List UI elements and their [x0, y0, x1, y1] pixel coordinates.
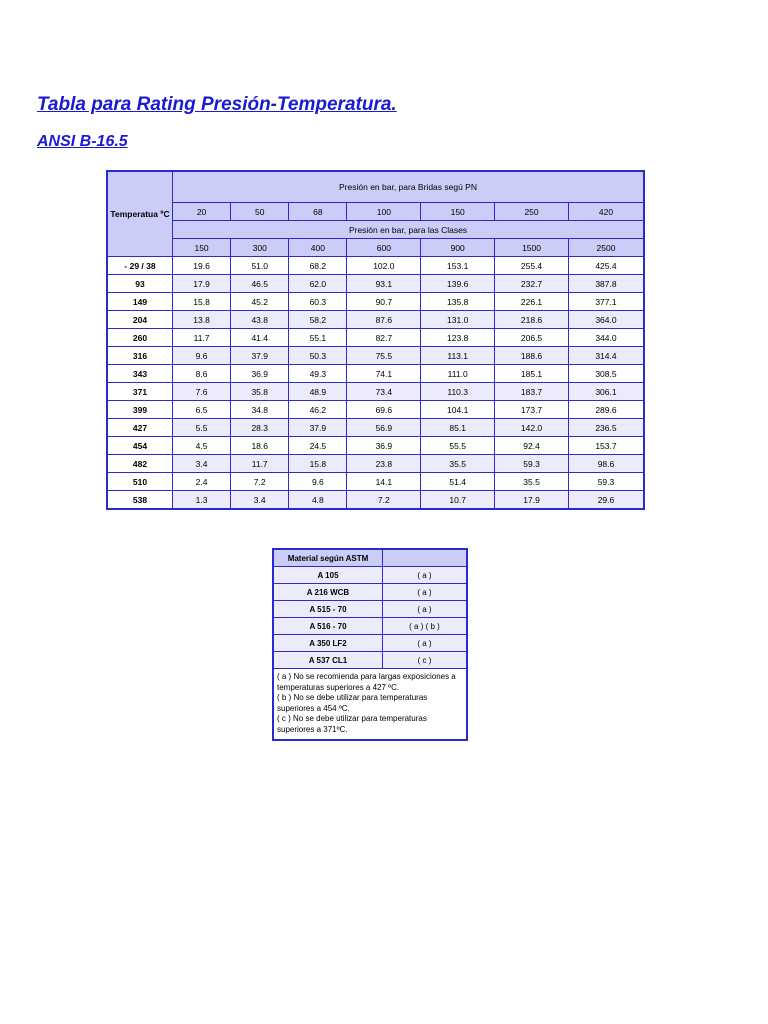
material-row	[273, 601, 467, 618]
pressure-cell: 17.9	[495, 491, 569, 510]
pressure-cell: 3.4	[231, 491, 289, 510]
temperature-cell: 316	[107, 347, 173, 365]
class-value: 2500	[568, 239, 644, 257]
pressure-temperature-table	[106, 170, 645, 510]
temperature-cell: 343	[107, 365, 173, 383]
class-value: 900	[421, 239, 495, 257]
pressure-cell: 1.3	[173, 491, 231, 510]
material-name: A 350 LF2	[273, 635, 383, 652]
table-row	[107, 419, 644, 437]
temperature-cell: 371	[107, 383, 173, 401]
pn-value: 68	[289, 203, 347, 221]
pressure-cell: 173.7	[495, 401, 569, 419]
pn-header: Presión en bar, para Bridas segú PN	[173, 171, 645, 203]
pressure-cell: 308.5	[568, 365, 644, 383]
pressure-cell: 49.3	[289, 365, 347, 383]
table-row	[107, 491, 644, 510]
table-row	[107, 401, 644, 419]
pressure-cell: 206.5	[495, 329, 569, 347]
material-note-ref: ( c )	[383, 652, 468, 669]
table-row	[107, 473, 644, 491]
material-note-header	[383, 549, 468, 567]
pressure-cell: 7.2	[347, 491, 421, 510]
pressure-cell: 139.6	[421, 275, 495, 293]
pressure-cell: 17.9	[173, 275, 231, 293]
pressure-cell: 344.0	[568, 329, 644, 347]
pressure-cell: 4.8	[289, 491, 347, 510]
table-row	[107, 329, 644, 347]
pn-value: 250	[495, 203, 569, 221]
table-row	[107, 293, 644, 311]
pressure-cell: 45.2	[231, 293, 289, 311]
pressure-cell: 68.2	[289, 257, 347, 275]
pressure-cell: 289.6	[568, 401, 644, 419]
temperature-cell: 204	[107, 311, 173, 329]
material-row	[273, 635, 467, 652]
pressure-cell: 7.2	[231, 473, 289, 491]
pressure-cell: 59.3	[495, 455, 569, 473]
pressure-cell: 306.1	[568, 383, 644, 401]
pressure-cell: 51.4	[421, 473, 495, 491]
pressure-cell: 60.3	[289, 293, 347, 311]
temperature-cell: 260	[107, 329, 173, 347]
pressure-cell: 37.9	[231, 347, 289, 365]
class-header: Presión en bar, para las Clases	[173, 221, 645, 239]
temperature-cell: 93	[107, 275, 173, 293]
material-row	[273, 584, 467, 601]
pressure-cell: 153.1	[421, 257, 495, 275]
class-value: 150	[173, 239, 231, 257]
pressure-cell: 425.4	[568, 257, 644, 275]
pressure-cell: 48.9	[289, 383, 347, 401]
pressure-cell: 73.4	[347, 383, 421, 401]
pressure-cell: 11.7	[173, 329, 231, 347]
note-text: ( b ) No se debe utilizar para temperaturas superiores a 454 ºC.	[277, 693, 428, 713]
pressure-cell: 28.3	[231, 419, 289, 437]
pressure-cell: 69.6	[347, 401, 421, 419]
material-table	[272, 548, 468, 741]
pressure-cell: 55.5	[421, 437, 495, 455]
pressure-cell: 93.1	[347, 275, 421, 293]
material-name: A 105	[273, 567, 383, 584]
pressure-cell: 11.7	[231, 455, 289, 473]
material-row	[273, 618, 467, 635]
pressure-cell: 142.0	[495, 419, 569, 437]
material-name: A 516 - 70	[273, 618, 383, 635]
table-row	[107, 257, 644, 275]
pressure-cell: 46.5	[231, 275, 289, 293]
page-subtitle: ANSI B-16.5	[37, 133, 128, 150]
pressure-cell: 85.1	[421, 419, 495, 437]
material-name: A 537 CL1	[273, 652, 383, 669]
pressure-cell: 10.7	[421, 491, 495, 510]
material-header: Material según ASTM	[273, 549, 383, 567]
pressure-cell: 3.4	[173, 455, 231, 473]
pressure-cell: 46.2	[289, 401, 347, 419]
pressure-cell: 364.0	[568, 311, 644, 329]
pressure-cell: 113.1	[421, 347, 495, 365]
pressure-cell: 14.1	[347, 473, 421, 491]
pressure-cell: 19.6	[173, 257, 231, 275]
pressure-cell: 92.4	[495, 437, 569, 455]
material-name: A 515 - 70	[273, 601, 383, 618]
pressure-cell: 188.6	[495, 347, 569, 365]
table-row	[107, 383, 644, 401]
page-title: Tabla para Rating Presión-Temperatura.	[37, 94, 397, 115]
pressure-cell: 226.1	[495, 293, 569, 311]
table-row	[107, 455, 644, 473]
pressure-cell: 4.5	[173, 437, 231, 455]
pressure-cell: 123.8	[421, 329, 495, 347]
material-notes	[273, 669, 467, 741]
temperature-cell: 482	[107, 455, 173, 473]
pressure-cell: 37.9	[289, 419, 347, 437]
pressure-cell: 90.7	[347, 293, 421, 311]
pressure-cell: 24.5	[289, 437, 347, 455]
pressure-cell: 18.6	[231, 437, 289, 455]
pressure-cell: 236.5	[568, 419, 644, 437]
temperature-cell: - 29 / 38	[107, 257, 173, 275]
pressure-cell: 62.0	[289, 275, 347, 293]
pressure-cell: 7.6	[173, 383, 231, 401]
class-value: 300	[231, 239, 289, 257]
material-row	[273, 567, 467, 584]
material-row	[273, 652, 467, 669]
pressure-cell: 58.2	[289, 311, 347, 329]
pressure-cell: 34.8	[231, 401, 289, 419]
pressure-cell: 6.5	[173, 401, 231, 419]
pressure-cell: 87.6	[347, 311, 421, 329]
pressure-cell: 183.7	[495, 383, 569, 401]
pressure-cell: 218.6	[495, 311, 569, 329]
table-row	[107, 365, 644, 383]
pressure-cell: 13.8	[173, 311, 231, 329]
material-note-ref: ( a )	[383, 567, 468, 584]
table-row	[107, 347, 644, 365]
pressure-cell: 74.1	[347, 365, 421, 383]
pressure-cell: 2.4	[173, 473, 231, 491]
temperature-cell: 454	[107, 437, 173, 455]
pressure-cell: 232.7	[495, 275, 569, 293]
pn-value: 50	[231, 203, 289, 221]
pressure-cell: 36.9	[231, 365, 289, 383]
pressure-cell: 36.9	[347, 437, 421, 455]
pn-value: 420	[568, 203, 644, 221]
pn-value: 20	[173, 203, 231, 221]
pressure-cell: 15.8	[289, 455, 347, 473]
pressure-cell: 35.5	[421, 455, 495, 473]
temperature-cell: 538	[107, 491, 173, 510]
table-row	[107, 437, 644, 455]
class-value: 600	[347, 239, 421, 257]
table-row	[107, 311, 644, 329]
pressure-cell: 15.8	[173, 293, 231, 311]
note-text: ( a ) No se recomienda para largas exposiciones a temperaturas superiores a 427 ºC.	[277, 672, 456, 692]
class-value: 400	[289, 239, 347, 257]
pressure-cell: 55.1	[289, 329, 347, 347]
pressure-cell: 59.3	[568, 473, 644, 491]
pressure-cell: 111.0	[421, 365, 495, 383]
material-note-ref: ( a )	[383, 601, 468, 618]
table-row	[107, 275, 644, 293]
pressure-cell: 9.6	[289, 473, 347, 491]
pressure-cell: 377.1	[568, 293, 644, 311]
pn-value: 100	[347, 203, 421, 221]
pressure-cell: 50.3	[289, 347, 347, 365]
pressure-cell: 110.3	[421, 383, 495, 401]
pressure-cell: 82.7	[347, 329, 421, 347]
pressure-cell: 102.0	[347, 257, 421, 275]
material-note-ref: ( a )	[383, 584, 468, 601]
pressure-cell: 131.0	[421, 311, 495, 329]
pressure-cell: 29.6	[568, 491, 644, 510]
pressure-cell: 5.5	[173, 419, 231, 437]
pressure-cell: 387.8	[568, 275, 644, 293]
pressure-cell: 135.8	[421, 293, 495, 311]
pressure-cell: 56.9	[347, 419, 421, 437]
temperature-header: Temperatua ºC	[107, 171, 173, 257]
class-value: 1500	[495, 239, 569, 257]
pressure-cell: 35.5	[495, 473, 569, 491]
pressure-cell: 41.4	[231, 329, 289, 347]
pressure-cell: 185.1	[495, 365, 569, 383]
pressure-cell: 75.5	[347, 347, 421, 365]
pressure-cell: 104.1	[421, 401, 495, 419]
pn-value: 150	[421, 203, 495, 221]
pressure-cell: 153.7	[568, 437, 644, 455]
pressure-cell: 255.4	[495, 257, 569, 275]
temperature-cell: 510	[107, 473, 173, 491]
pressure-cell: 35.8	[231, 383, 289, 401]
material-note-ref: ( a ) ( b )	[383, 618, 468, 635]
pressure-cell: 23.8	[347, 455, 421, 473]
pressure-cell: 98.6	[568, 455, 644, 473]
pressure-cell: 9.6	[173, 347, 231, 365]
note-text: ( c ) No se debe utilizar para temperaturas superiores a 371ºC.	[277, 714, 427, 734]
pressure-cell: 8.6	[173, 365, 231, 383]
temperature-cell: 427	[107, 419, 173, 437]
pressure-cell: 314.4	[568, 347, 644, 365]
pressure-cell: 43.8	[231, 311, 289, 329]
temperature-cell: 399	[107, 401, 173, 419]
material-note-ref: ( a )	[383, 635, 468, 652]
temperature-cell: 149	[107, 293, 173, 311]
material-name: A 216 WCB	[273, 584, 383, 601]
pressure-cell: 51.0	[231, 257, 289, 275]
